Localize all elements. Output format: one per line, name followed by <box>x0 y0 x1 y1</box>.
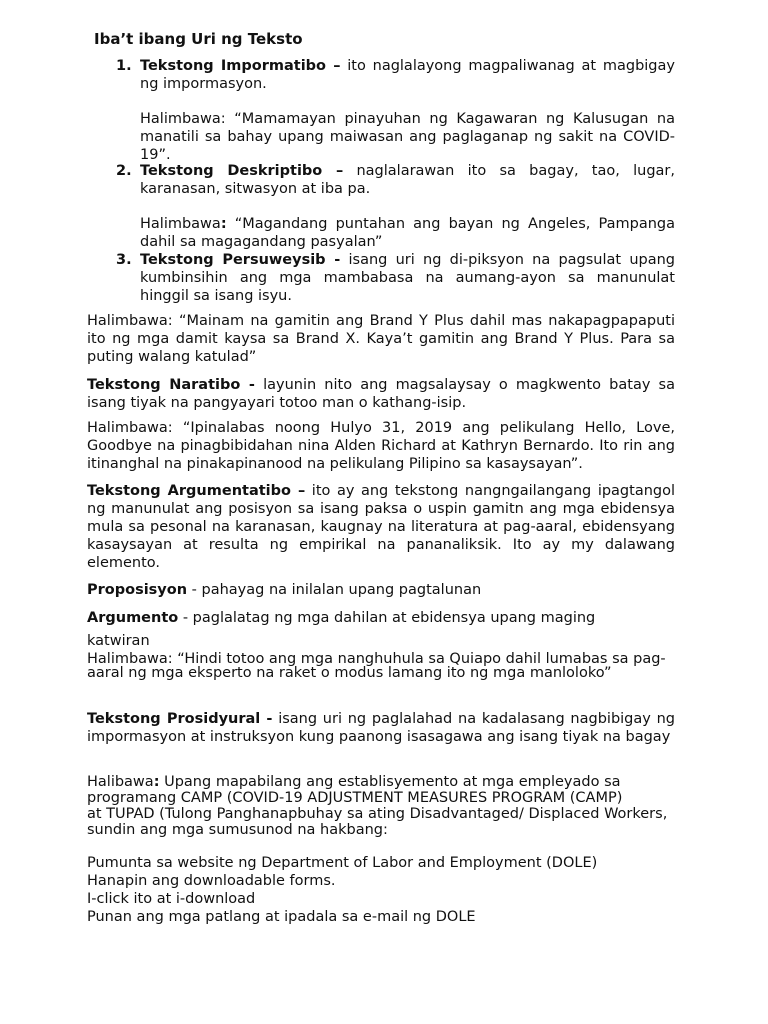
naratibo-example: Halimbawa: “Ipinalabas noong Hulyo 31, 2019 ang pelikulang Hello, Love, Goodbye na pinagbibidahan nina Alden Richard at Kathryn Bernardo. Ito rin ang itinanghal na pinakapinanood na pelikulang Pilipino sa kasaysayan”. <box>87 420 675 472</box>
example-line: sundin ang mga sumusunod na hakbang: <box>87 822 388 838</box>
term: Tekstong Naratibo - <box>87 377 255 393</box>
term: Tekstong Prosidyural - <box>87 711 273 727</box>
term: Tekstong Argumentatibo – <box>87 483 306 499</box>
definition: ito naglalayong magpaliwanag at magbigay ng impormasyon. <box>140 58 675 92</box>
example-label-colon: : <box>220 216 227 232</box>
definition-paragraph <box>140 57 675 93</box>
example-label: Halibawa <box>87 774 154 790</box>
argumento-continuation: katwiran <box>87 633 150 649</box>
document-title: Iba’t ibang Uri ng Teksto <box>94 30 303 48</box>
term: Tekstong Persuweysib - <box>140 252 341 268</box>
example-text: Upang mapabilang ang establisyemento at mga empleyado sa <box>159 774 621 790</box>
step-item: Punan ang mga patlang at ipadala sa e-mail ng DOLE <box>87 909 476 925</box>
naratibo-definition <box>87 376 675 412</box>
example-paragraph <box>140 110 675 164</box>
step-item: I-click ito at i-download <box>87 891 256 907</box>
example-label: Halimbawa: <box>140 111 226 127</box>
prosidyural-example <box>87 774 675 838</box>
example-line: at TUPAD (Tulong Panghanapbuhay sa ating Disadvantaged/ Displaced Workers, <box>87 806 668 822</box>
example-line: programang CAMP (COVID-19 ADJUSTMENT MEASURES PROGRAM (CAMP) <box>87 790 623 806</box>
persuweysib-example: Halimbawa: “Mainam na gamitin ang Brand Y Plus dahil mas nakapagpapaputi ito ng mga damit kaysa sa Brand X. Kaya’t gamitin ang Brand Y Plus. Para sa puting walang katulad” <box>87 313 675 365</box>
prosidyural-definition <box>87 710 675 746</box>
term: Tekstong Deskriptibo – <box>140 163 344 179</box>
proposisyon-definition <box>87 581 675 599</box>
definition: layunin nito ang magsalaysay o magkwento batay sa isang tiyak na pangyayari totoo man o kathang-isip. <box>87 377 675 411</box>
definition: isang uri ng di-piksyon na pagsulat upang kumbinsihin ang mga mambabasa na aumang-ayon sa manunulat hinggil sa isang isyu. <box>140 252 675 304</box>
definition-paragraph <box>140 162 675 198</box>
example-label-colon: : <box>153 774 160 790</box>
example-text: “Magandang puntahan ang bayan ng Angeles, Pampanga dahil sa magagandang pasyalan” <box>140 216 675 250</box>
argumento-definition <box>87 609 675 627</box>
example-paragraph <box>140 215 675 251</box>
list-number: 1. <box>116 58 132 74</box>
list-number: 2. <box>116 163 132 179</box>
example-text: “Mamamayan pinayuhan ng Kagawaran ng Kalusugan na manatili sa bahay upang maiwasan ang paglaganap ng sakit na COVID-19”. <box>140 111 675 163</box>
step-item: Hanapin ang downloadable forms. <box>87 873 336 889</box>
steps-list <box>87 854 675 926</box>
argumentatibo-definition <box>87 482 675 572</box>
example-line <box>87 774 675 790</box>
list-item-deskriptibo <box>116 162 676 251</box>
definition: - paglalatag ng mga dahilan at ebidensya upang maging <box>178 610 596 626</box>
term: Proposisyon <box>87 582 188 598</box>
list-item-impormatibo <box>116 57 675 164</box>
list-item-persuweysib <box>116 251 675 305</box>
term: Argumento <box>87 610 179 626</box>
definition: - pahayag na inilalan upang pagtalunan <box>187 582 482 598</box>
term: Tekstong Impormatibo – <box>140 58 341 74</box>
list-number: 3. <box>116 252 132 268</box>
step-item: Pumunta sa website ng Department of Labor and Employment (DOLE) <box>87 855 598 871</box>
definition: naglalarawan ito sa bagay, tao, lugar, karanasan, sitwasyon at iba pa. <box>140 163 676 197</box>
argumento-example-line: aaral ng mga eksperto na raket o modus lamang ito ng mga manloloko” <box>87 665 612 681</box>
definition: isang uri ng paglalahad na kadalasang nagbibigay ng impormasyon at instruksyon kung paanong isasagawa ang isang tiyak na bagay <box>87 711 675 745</box>
example-label: Halimbawa <box>140 216 221 232</box>
argumento-example-line: Halimbawa: “Hindi totoo ang mga nanghuhula sa Quiapo dahil lumabas sa pag- <box>87 651 666 667</box>
definition-paragraph <box>140 251 675 305</box>
definition: ito ay ang tekstong nangngailangang ipagtangol ng manunulat ang posisyon sa isang paksa o uspin gamitn ang mga ebidensya mula sa pesonal na karanasan, kaugnay na literatura at pag-aaral, ebidensyang kasaysayan at resulta ng empirikal na pananaliksik. Ito ay my dalawang elemento. <box>87 483 675 571</box>
